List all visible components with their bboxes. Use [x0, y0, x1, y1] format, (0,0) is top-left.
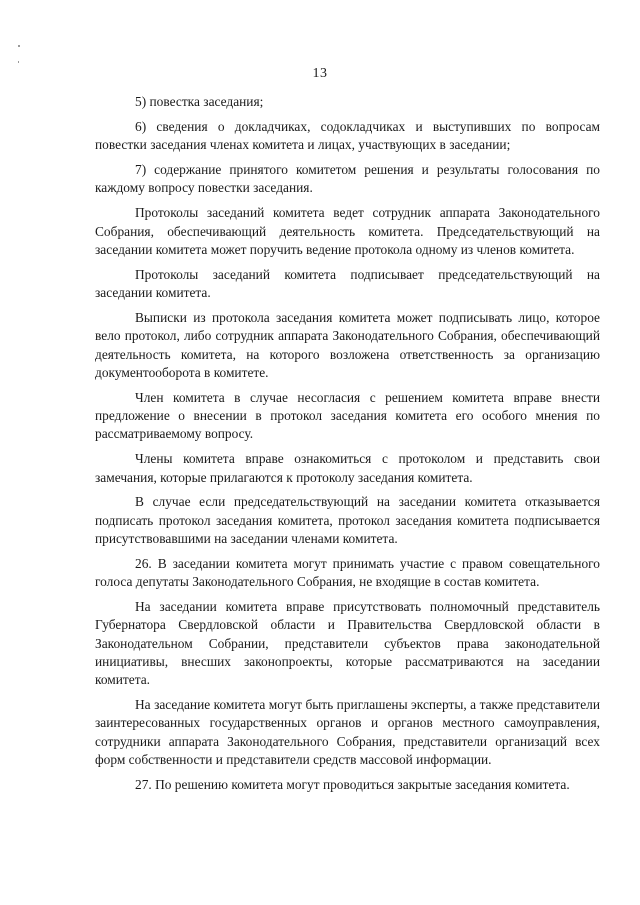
page-number: 13: [312, 66, 328, 81]
paragraph: Протоколы заседаний комитета ведет сотрудник аппарата Законодательного Собрания, обеспечивающий деятельность комитета. Председательствующий на заседании комитета может поручить ведение протокола одному из членов комитета.: [95, 205, 600, 257]
paragraph: На заседании комитета вправе присутствовать полномочный представитель Губернатора Свердловской области и Правительства Свердловской области в Законодательном Собрании, представители субъектов права законодательной инициативы, внесших законопроекты, которые рассматриваются на заседании комитета.: [95, 599, 600, 688]
paragraph: 27. По решению комитета могут проводиться закрытые заседания комитета.: [135, 776, 570, 792]
paragraph: На заседание комитета могут быть приглашены эксперты, а также представители заинтересованных государственных органов и органов местного самоуправления, сотрудники аппарата Законодательного Собрания, представители организаций всех форм собственности и представители средств массовой информации.: [95, 697, 600, 768]
scan-artifact: [18, 61, 19, 63]
paragraph: 7) содержание принятого комитетом решения и результаты голосования по каждому вопросу повестки заседания.: [95, 162, 600, 196]
paragraph: Протоколы заседаний комитета подписывает председательствующий на заседании комитета.: [95, 266, 600, 301]
paragraph: 26. В заседании комитета могут принимать участие с правом совещательного голоса депутаты Законодательного Собрания, не входящие в состав комитета.: [95, 555, 600, 590]
paragraph: В случае если председательствующий на заседании комитета отказывается подписать протокол заседания комитета, протокол заседания комитета подписывается присутствовавшими на заседании членами комитета.: [95, 494, 600, 546]
paragraph: 5) повестка заседания;: [135, 94, 264, 109]
paragraph: Выписки из протокола заседания комитета может подписывать лицо, которое вело протокол, либо сотрудник аппарата Законодательного Собрания, обеспечивающий деятельность комитета, на которого возложена ответственность за организацию документооборота в комитете.: [95, 309, 600, 380]
paragraph: Член комитета в случае несогласия с решением комитета вправе внести предложение о внесении в протокол заседания комитета его особого мнения по рассматриваемому вопросу.: [95, 389, 600, 442]
document-body: [95, 93, 600, 801]
paragraph: 6) сведения о докладчиках, содокладчиках и выступивших по вопросам повестки заседания членах комитета и лицах, участвующих в заседании;: [95, 118, 600, 153]
paragraph: Члены комитета вправе ознакомиться с протоколом и представить свои замечания, которые прилагаются к протоколу заседания комитета.: [95, 451, 600, 485]
scan-artifact: [18, 45, 20, 47]
